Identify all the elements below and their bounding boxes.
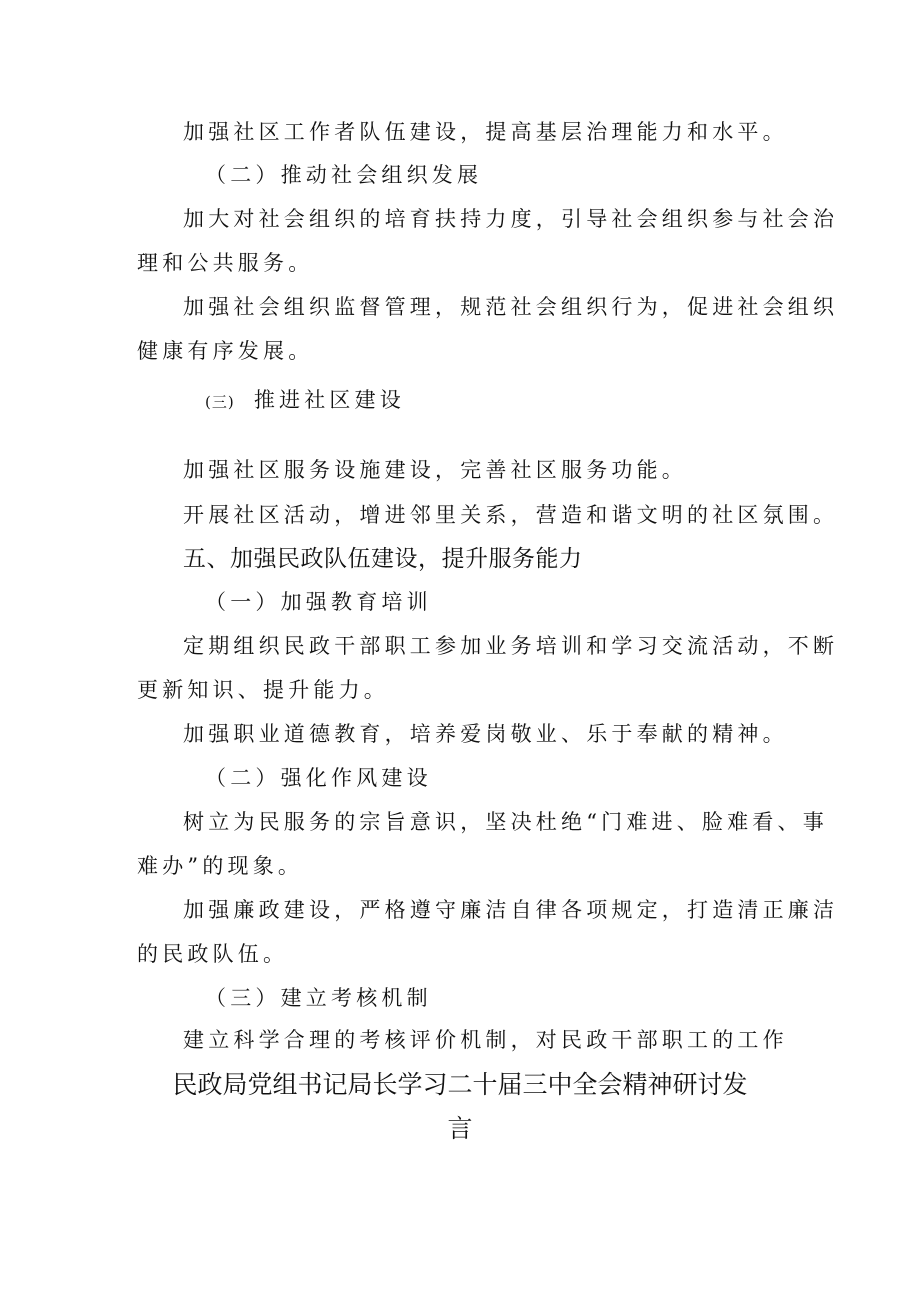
subsection-text: 推进社区建设 [253, 388, 406, 412]
paragraph-line: 健康有序发展。 [137, 339, 314, 363]
subsection-heading [205, 386, 405, 416]
paragraph-line: 加大对社会组织的培育扶持力度，引导社会组织参与社会治 [183, 207, 839, 231]
subsection-heading: （一）加强教育培训 [205, 590, 432, 614]
subsection-number: (三) [205, 393, 235, 411]
section-heading: 五、加强民政队伍建设，提升服务能力 [183, 546, 583, 572]
paragraph-line: 加强社区工作者队伍建设，提高基层治理能力和水平。 [183, 120, 788, 144]
paragraph-line: 加强廉政建设，严格遵守廉洁自律各项规定，打造清正廉洁 [183, 898, 839, 922]
subsection-heading: （二）推动社会组织发展 [205, 163, 483, 187]
paragraph-line: 定期组织民政干部职工参加业务培训和学习交流活动，不断 [183, 634, 839, 658]
paragraph-line: 加强职业道德教育，培养爱岗敬业、乐于奉献的精神。 [183, 722, 788, 746]
document-title-line1: 民政局党组书记局长学习二十届三中全会精神研讨发 [172, 1070, 748, 1099]
subsection-heading: （二）强化作风建设 [205, 766, 432, 790]
paragraph-line: 建立科学合理的考核评价机制，对民政干部职工的工作 [183, 1028, 788, 1052]
paragraph-line: 加强社会组织监督管理，规范社会组织行为，促进社会组织 [183, 295, 839, 319]
paragraph-line: 更新知识、提升能力。 [137, 678, 389, 702]
paragraph-line: 加强社区服务设施建设，完善社区服务功能。 [183, 458, 687, 482]
paragraph-line: 开展社区活动，增进邻里关系，营造和谐文明的社区氛围。 [183, 503, 839, 527]
document-title-line2: 言 [447, 1114, 473, 1143]
paragraph-line: 难办”的现象。 [137, 854, 304, 878]
paragraph-line: 的民政队伍。 [137, 942, 289, 966]
paragraph-line: 树立为民服务的宗旨意识，坚决杜绝“门难进、脸难看、事 [183, 810, 828, 834]
paragraph-line: 理和公共服务。 [137, 251, 314, 275]
subsection-heading: （三）建立考核机制 [205, 986, 432, 1010]
